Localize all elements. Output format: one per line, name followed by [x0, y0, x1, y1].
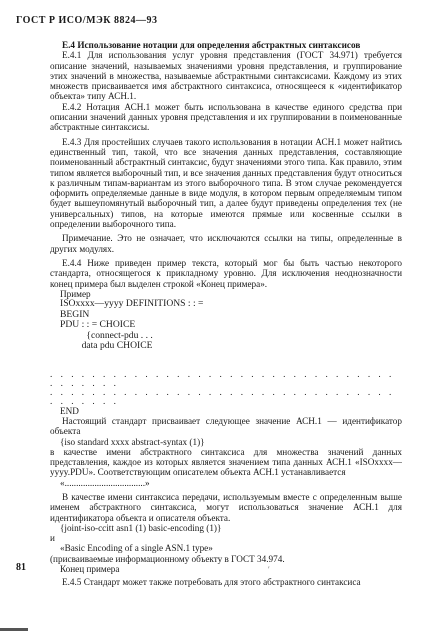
section-title: Е.4 Использование нотации для определения абстрактных синтаксисов	[62, 40, 361, 50]
abstract-quote: «...................................»	[60, 477, 150, 488]
paragraph-e42: Е.4.2 Нотация АСН.1 может быть использована в качестве единого средства при описании значений данных уровня представления и их группировании в поименованные абстрактные синтаксисы.	[50, 101, 402, 133]
end-example: Конец примера	[60, 564, 120, 575]
dotted-line-2: . . . . . . . . . . . . . . . . . . . . . . . . . . . . . . . . . . . . . . . .	[50, 386, 395, 406]
paragraph-e45: Е.4.5 Стандарт может также потребовать для этого абстрактного синтаксиса	[62, 577, 361, 588]
basic-encoding: «Basic Encoding of a single ASN.1 type»	[60, 543, 213, 554]
iso-value: {iso standard xxxx abstract-syntax (1)}	[60, 436, 205, 447]
assign-paragraph: Настоящий стандарт присваивает следующее значение АСН.1 — идентификатор объекта	[50, 415, 402, 437]
paragraph-e43: Е.4.3 Для простейших случаев такого использования в нотации АСН.1 может найтись единственный тип, такой, что все значения данных представления, составляющие поименованный абстрактный синтаксис, будут значениями этого типа. Как правило, этим типом является выборочный тип, и все значения данных представления будут относиться к различным типам-вариантам из этого выборочного типа. В этом случае рекомендуется оформить определяемые данные в виде модуля, в котором первым определяемым типом будет вышеупомянутый выборочный тип, а далее будут приведены определения тех (не универсальных) типов, на которые имеются прямые или косвенные ссылки в определении выборочного типа.	[50, 136, 402, 230]
assigned-note: (присваиваемые информационному объекту в ГОСТ 34.974.	[50, 553, 285, 564]
dotted-line: . . . . . . . . . . . . . . . . . . . . . . . . . . . . . . . . . . . . . . . .	[50, 368, 395, 388]
end-keyword: END	[60, 405, 79, 416]
transfer-paragraph: В качестве имени синтаксиса передачи, используемым вместе с определенным выше именем абстрактного синтаксиса, могут использоваться значение АСН.1 для идентификатора объекта и описателя объекта.	[50, 492, 402, 523]
code-line-5: data pdu CHOICE	[60, 340, 153, 352]
paragraph-e44: Е.4.4 Ниже приведен пример текста, который мог бы быть частью некоторого стандарта, относящегося к прикладному уровню. Для исключения неоднозначности конец примера был выделен строкой «Конец примера».	[50, 257, 402, 289]
stray-mark: ′	[268, 565, 270, 574]
code-line-1: ISOxxxx—yyyy DEFINITIONS : : =	[60, 298, 204, 310]
page-number: 81	[16, 562, 26, 573]
abstract-name-paragraph: в качестве имени абстрактного синтаксиса для множества значений данных представления, каждое из которых является значением типа данных АСН.1 «ISOxxxx—yyyy.PDU». Соответствующим описателем объекта АСН.1 устанавливается	[50, 446, 402, 478]
code-line-4: {connect-pdu . . .	[60, 329, 153, 341]
paragraph-e41: Е.4.1 Для использования услуг уровня представления (ГОСТ 34.971) требуется описание значений, называемых значениями уровня представления, и группирование этих значений в множества, называемые абстрактными синтаксисами. Каждому из этих множеств присваивается имя абстрактного синтаксиса, относящееся к «идентификатор объекта» типу АСН.1.	[50, 50, 402, 102]
page-header: ГОСТ Р ИСО/МЭК 8824—93	[16, 15, 158, 26]
joint-value: {joint-iso-ccitt asn1 (1) basic-encoding (1)}	[60, 522, 222, 533]
code-line-3: PDU : : = CHOICE	[60, 319, 136, 331]
document-body	[50, 40, 402, 588]
note-paragraph: Примечание. Это не означает, что исключаются ссылки на типы, определенные в других модулях.	[50, 233, 402, 254]
conjunction: и	[50, 533, 55, 544]
example-label: Пример	[60, 288, 91, 299]
code-line-2: BEGIN	[60, 308, 90, 320]
